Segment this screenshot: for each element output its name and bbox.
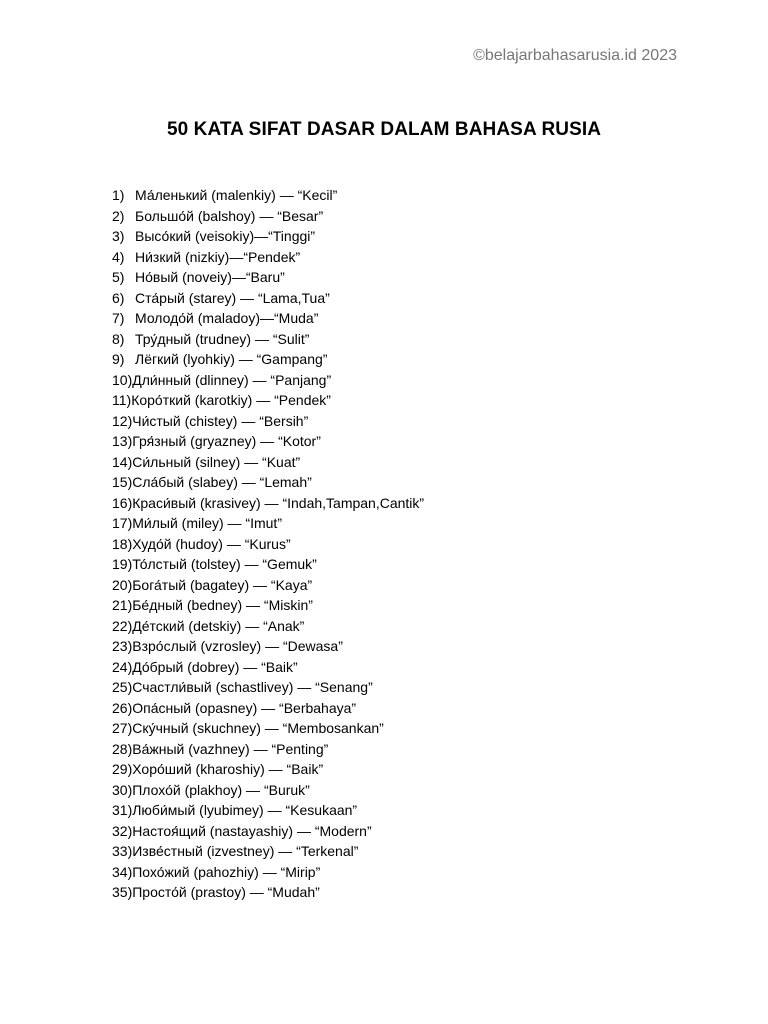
list-item-number: 20): [112, 576, 133, 593]
list-item: [112, 821, 424, 842]
list-item: [112, 677, 424, 698]
list-item-number: 27): [112, 720, 133, 736]
list-item-text: Лёгкий (lyohkiy) — “Gampang”: [135, 351, 328, 367]
list-item-text: Люби́мый (lyubimey) — “Kesukaan”: [132, 802, 358, 818]
list-item: [112, 493, 424, 514]
list-item: [112, 657, 424, 678]
list-item-number: 10): [112, 371, 133, 388]
list-item-number: 5): [112, 269, 125, 285]
list-item: [112, 636, 424, 657]
list-item-text: Чи́стый (chistey) — “Bersih”: [132, 412, 309, 429]
list-item: [112, 472, 424, 493]
list-item-text: Сла́бый (slabey) — “Lemah”: [132, 474, 312, 490]
list-item-number: 12): [112, 412, 133, 429]
list-item: [112, 288, 424, 309]
list-item-text: Хоро́ший (kharoshiy) — “Baik”: [132, 761, 324, 777]
list-item-number: 2): [112, 207, 125, 224]
list-item-number: 8): [112, 330, 125, 347]
list-item-text: Худо́й (hudoy) — “Kurus”: [132, 535, 291, 552]
list-item: [112, 390, 424, 411]
list-item-text: Си́льный (silney) — “Kuat”: [132, 453, 301, 470]
list-item: [112, 267, 424, 288]
list-item-text: Ва́жный (vazhney) — “Penting”: [132, 740, 329, 757]
list-item: [112, 431, 424, 452]
list-item: [112, 226, 424, 247]
list-item: [112, 616, 424, 637]
list-item: [112, 206, 424, 227]
list-item-text: Краси́вый (krasivey) — “Indah,Tampan,Cantik”: [132, 494, 425, 511]
list-item-number: 13): [112, 433, 133, 449]
copyright-watermark: ©belajarbahasarusia.id 2023: [473, 47, 677, 64]
list-item: [112, 349, 424, 370]
list-item-text: Дли́нный (dlinney) — “Panjang”: [132, 371, 332, 388]
list-item-text: Де́тский (detskiy) — “Anak”: [132, 617, 305, 634]
list-item-text: Ску́чный (skuchney) — “Membosankan”: [132, 720, 384, 736]
list-item-text: Высо́кий (veisokiy)—“Tinggi”: [135, 228, 316, 244]
adjective-list: [112, 185, 424, 903]
list-item: [112, 411, 424, 432]
list-item: [112, 882, 424, 903]
list-item: [112, 308, 424, 329]
list-item-number: 31): [112, 802, 133, 818]
list-item-text: Изве́стный (izvestney) — “Terkenal”: [132, 843, 359, 859]
list-item: [112, 554, 424, 575]
list-item-number: 35): [112, 884, 133, 900]
list-item-text: Коро́ткий (karotkiy) — “Pendek”: [131, 392, 331, 408]
list-item-number: 9): [112, 351, 125, 367]
list-item-number: 11): [112, 392, 132, 408]
list-item-number: 18): [112, 535, 133, 552]
list-item-number: 25): [112, 679, 133, 695]
list-item-number: 17): [112, 515, 133, 531]
list-item: [112, 329, 424, 350]
list-item-number: 24): [112, 658, 133, 675]
list-item: [112, 534, 424, 555]
list-item-number: 33): [112, 843, 133, 859]
list-item-number: 30): [112, 781, 133, 798]
list-item-text: Большо́й (balshoy) — “Besar”: [135, 207, 324, 224]
list-item-text: Но́вый (noveiy)—“Baru”: [135, 269, 285, 285]
list-item-text: Гря́зный (gryazney) — “Kotor”: [132, 433, 321, 449]
list-item: [112, 862, 424, 883]
list-item: [112, 575, 424, 596]
list-item-text: Счастли́вый (schastlivey) — “Senang”: [132, 679, 373, 695]
list-item-text: Опа́сный (opasney) — “Berbahaya”: [132, 699, 357, 716]
list-item: [112, 452, 424, 473]
list-item-text: Просто́й (prastoy) — “Mudah”: [132, 884, 320, 900]
list-item: [112, 841, 424, 862]
list-item-text: Плохо́й (plakhoy) — “Buruk”: [132, 781, 310, 798]
list-item: [112, 513, 424, 534]
list-item-number: 34): [112, 863, 133, 880]
list-item-number: 21): [112, 597, 133, 613]
list-item: [112, 185, 424, 206]
list-item-text: Похо́жий (pahozhiy) — “Mirip”: [132, 863, 321, 880]
list-item: [112, 595, 424, 616]
list-item-text: Ма́ленький (malenkiy) — “Kecil”: [135, 187, 338, 203]
list-item-text: До́брый (dobrey) — “Baik”: [132, 658, 298, 675]
list-item: [112, 759, 424, 780]
list-item: [112, 800, 424, 821]
list-item-number: 1): [112, 187, 125, 203]
list-item-text: Взро́слый (vzrosley) — “Dewasa”: [132, 638, 343, 654]
list-item-text: Молодо́й (maladoy)—“Muda”: [135, 310, 319, 326]
page-title: 50 KATA SIFAT DASAR DALAM BAHASA RUSIA: [166, 119, 602, 140]
list-item-number: 15): [112, 474, 133, 490]
list-item: [112, 698, 424, 719]
list-item: [112, 718, 424, 739]
list-item-number: 28): [112, 740, 133, 757]
list-item-text: Ми́лый (miley) — “Imut”: [132, 515, 282, 531]
list-item-number: 22): [112, 617, 133, 634]
list-item-number: 3): [112, 228, 125, 244]
list-item: [112, 780, 424, 801]
list-item-number: 6): [112, 289, 125, 306]
list-item-text: Настоя́щий (nastayashiy) — “Modern”: [132, 822, 372, 839]
list-item-text: Ни́зкий (nizkiy)—“Pendek”: [135, 248, 301, 265]
list-item-number: 14): [112, 453, 133, 470]
list-item-text: Бога́тый (bagatey) — “Kaya”: [132, 576, 313, 593]
list-item-text: Ста́рый (starey) — “Lama,Tua”: [135, 289, 330, 306]
list-item: [112, 739, 424, 760]
list-item-number: 26): [112, 699, 133, 716]
list-item-number: 4): [112, 248, 125, 265]
list-item: [112, 247, 424, 268]
list-item-number: 23): [112, 638, 133, 654]
list-item-text: Бе́дный (bedney) — “Miskin”: [132, 597, 313, 613]
list-item-number: 7): [112, 310, 125, 326]
list-item-number: 29): [112, 761, 133, 777]
list-item-number: 19): [112, 556, 133, 572]
list-item-number: 32): [112, 822, 133, 839]
list-item-number: 16): [112, 494, 133, 511]
list-item: [112, 370, 424, 391]
list-item-text: То́лстый (tolstey) — “Gemuk”: [132, 556, 317, 572]
list-item-text: Тру́дный (trudney) — “Sulit”: [135, 330, 310, 347]
